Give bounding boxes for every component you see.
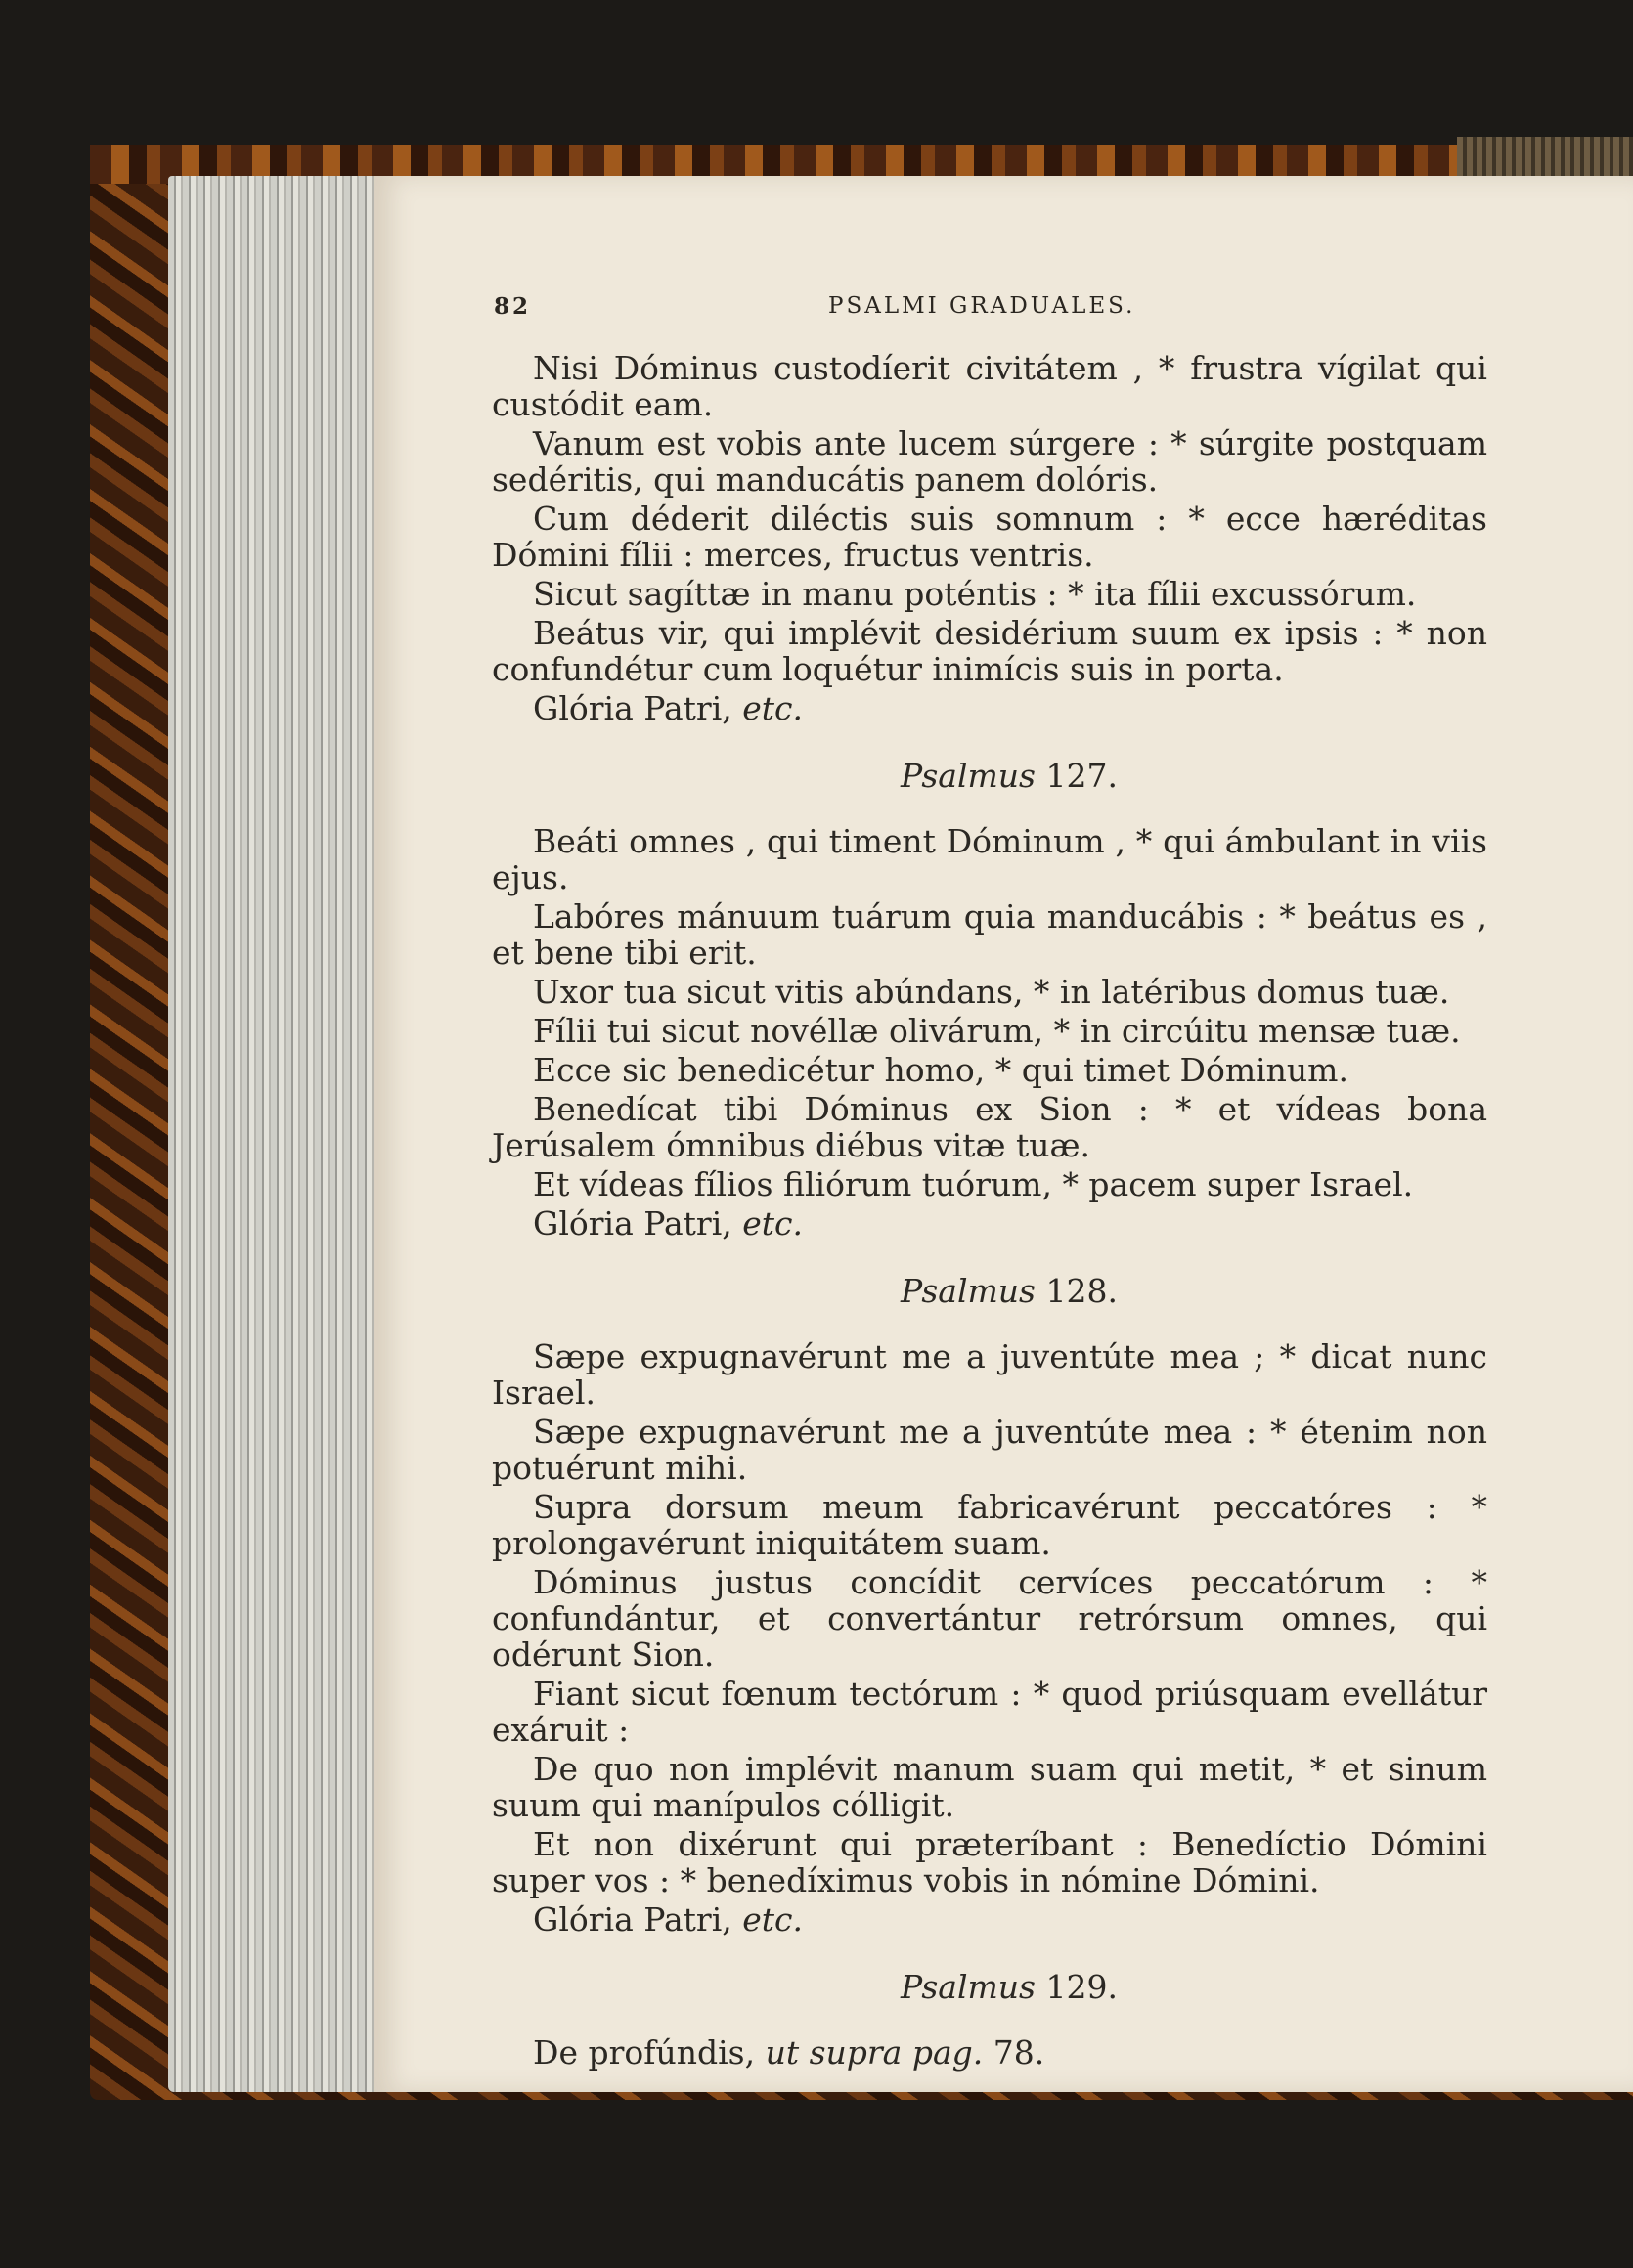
page-number: 82 — [494, 293, 532, 320]
verse: Fílii tui sicut novéllæ olivárum, * in circúitu mensæ tuæ. — [533, 1012, 1461, 1050]
verse: Benedícat tibi Dóminus ex Sion : * et vídeas bona Jerúsalem ómnibus diébus vitæ tuæ. — [492, 1090, 1487, 1164]
psalm-heading-127: Psalmus 127. — [901, 757, 1118, 795]
verse: Ecce sic benedicétur homo, * qui timet Dóminum. — [533, 1051, 1348, 1089]
psalm-heading-129: Psalmus 129. — [901, 1968, 1118, 2006]
verse: De quo non implévit manum suam qui metit, * et sinum suum qui manípulos cólligit. — [492, 1750, 1487, 1824]
verse: Supra dorsum meum fabricavérunt peccatóres : * prolongavérunt iniquitátem suam. — [492, 1488, 1487, 1562]
verse: Sæpe expugnavérunt me a juventúte mea ; * dicat nunc Israel. — [492, 1337, 1487, 1412]
verse: Fiant sicut fœnum tectórum : * quod priúsquam evellátur exáruit : — [492, 1675, 1487, 1749]
verse: Labóres mánuum tuárum quia manducábis : * beátus es , et bene tibi erit. — [492, 897, 1487, 972]
running-title: PSALMI GRADUALES. — [828, 293, 1136, 319]
gloria-patri: Glória Patri, etc. — [533, 1900, 804, 1939]
verse: Et vídeas fílios filiórum tuórum, * pacem super Israel. — [533, 1165, 1414, 1203]
cross-reference: De profúndis, ut supra pag. 78. — [533, 2033, 1045, 2072]
verse: Dóminus justus concídit cervíces peccatórum : * confundántur, et convertántur retrórsum omnes, qui odérunt Sion. — [492, 1563, 1487, 1674]
verse: Beátus vir, qui implévit desidérium suum ex ipsis : * non confundétur cum loquétur inimícis suis in porta. — [492, 614, 1487, 688]
verse: Vanum est vobis ante lucem súrgere : * súrgite postquam sedéritis, qui manducátis panem dolóris. — [492, 424, 1487, 499]
verse: Cum déderit diléctis suis somnum : * ecce hæréditas Dómini fílii : merces, fructus ventris. — [492, 500, 1487, 574]
page-text — [492, 350, 1487, 2073]
verse: Uxor tua sicut vitis abúndans, * in latéribus domus tuæ. — [533, 973, 1450, 1011]
verse: Et non dixérunt qui præteríbant : Benedíctio Dómini super vos : * benedíximus vobis in nómine Dómini. — [492, 1825, 1487, 1899]
gloria-patri: Glória Patri, etc. — [533, 689, 804, 727]
gloria-patri: Glória Patri, etc. — [533, 1204, 804, 1243]
verse: Sæpe expugnavérunt me a juventúte mea : * étenim non potuérunt mihi. — [492, 1413, 1487, 1487]
verse: Beáti omnes , qui timent Dóminum , * qui ámbulant in viis ejus. — [492, 822, 1487, 896]
verse: Nisi Dóminus custodíerit civitátem , * frustra vígilat qui custódit eam. — [492, 349, 1487, 423]
page-header — [494, 293, 1481, 332]
verse: Sicut sagíttæ in manu poténtis : * ita fílii excussórum. — [533, 575, 1417, 613]
page-edges — [168, 176, 393, 2092]
psalm-heading-128: Psalmus 128. — [901, 1272, 1118, 1310]
